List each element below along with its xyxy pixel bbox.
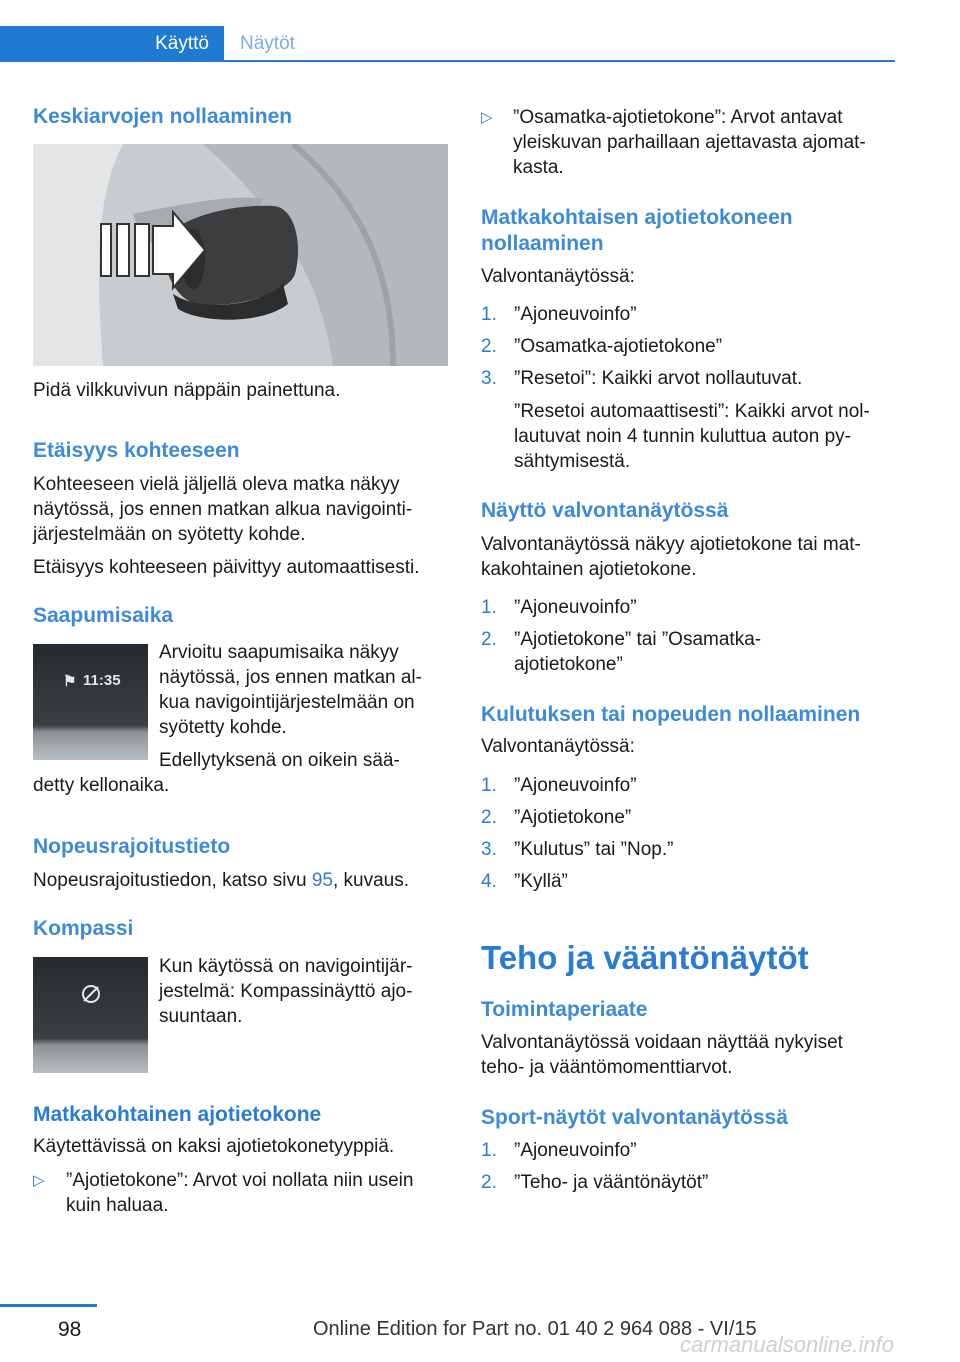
heading-compass: Kompassi	[33, 917, 134, 940]
text-reset-instruction: Pidä vilkkuvivun näppäin painettuna.	[33, 380, 341, 401]
heading-distance: Etäisyys kohteeseen	[33, 439, 240, 462]
text-bullet-2a: ”Osamatka-ajotietokone”: Arvot antavat	[513, 107, 843, 128]
heading-power-torque: Teho ja vääntönäytöt	[481, 939, 809, 976]
speed-limit-text-pre: Nopeusrajoitustiedon, katso sivu	[33, 870, 312, 891]
watermark-text: carmanualsonline.info	[680, 1332, 895, 1357]
edition-text: Online Edition for Part no. 01 40 2 964 088 - VI/15	[313, 1318, 757, 1340]
text-distance-1a: Kohteeseen vielä jäljellä oleva matka näkyy	[33, 474, 400, 495]
page-link-95[interactable]: 95	[311, 870, 333, 891]
list-item-continued: ajotietokone”	[514, 654, 623, 675]
text-distance-1b: näytössä, jos ennen matkan alkua navigointi‐	[33, 499, 413, 520]
heading-display-monitor: Näyttö valvontanäytössä	[481, 499, 729, 522]
list-number: 2.	[481, 1172, 497, 1193]
heading-principle: Toimintaperiaate	[481, 998, 648, 1021]
text-reset-auto-a: ”Resetoi automaattisesti”: Kaikki arvot nol‐	[514, 401, 870, 422]
tab-kaytto[interactable]: Käyttö	[0, 26, 224, 62]
text-arrival-1b: näytössä, jos ennen matkan al‐	[159, 667, 422, 688]
heading-arrival: Saapumisaika	[33, 604, 174, 627]
heading-sport-displays: Sport-näytöt valvontanäytössä	[481, 1106, 788, 1129]
page-number: 98	[58, 1318, 82, 1341]
text-bullet-1b: kuin haluaa.	[66, 1195, 169, 1216]
text-display-a: Valvontanäytössä näkyy ajotietokone tai mat‐	[481, 534, 861, 555]
speed-limit-text-post: , kuvaus.	[332, 870, 410, 891]
text-arrival-1c: kua navigointijärjestelmään on	[159, 692, 415, 713]
header-tabbar	[0, 26, 895, 62]
numbered-list-sport	[481, 1138, 896, 1198]
heading-reset-trip-a: Matkakohtaisen ajotietokoneen	[481, 206, 793, 229]
heading-reset-trip-b: nollaaminen	[481, 232, 604, 255]
list-item: ”Ajoneuvoinfo”	[514, 304, 637, 325]
bullet-triangle-icon: ▷	[33, 1172, 45, 1189]
list-item: ”Ajoneuvoinfo”	[514, 1140, 637, 1161]
list-item: ”Kulutus” tai ”Nop.”	[514, 839, 674, 860]
text-speed-limit	[33, 868, 409, 893]
compass-screen-image	[33, 957, 148, 1073]
heading-speed-limit: Nopeusrajoitustieto	[33, 835, 231, 858]
text-reset-auto-c: sähtymisestä.	[514, 451, 631, 472]
text-arrival-1d: syötetty kohde.	[159, 717, 287, 738]
compass-icon	[80, 983, 102, 1005]
text-compass-c: suuntaan.	[159, 1006, 243, 1027]
list-item: ”Ajoneuvoinfo”	[514, 597, 637, 618]
numbered-list-reset-trip	[481, 302, 896, 389]
bullet-triangle-icon: ▷	[481, 109, 493, 126]
list-number: 2.	[481, 807, 497, 828]
text-arrival-2b: detty kellonaika.	[33, 775, 170, 796]
list-number: 4.	[481, 871, 497, 892]
arrival-time-screen-image	[33, 644, 148, 760]
text-monitor-2: Valvontanäytössä:	[481, 736, 635, 757]
tab-naytot[interactable]: Näytöt	[240, 33, 295, 54]
list-item: ”Ajoneuvoinfo”	[514, 775, 637, 796]
text-display-b: kakohtainen ajotietokone.	[481, 559, 697, 580]
list-number: 1.	[481, 597, 497, 618]
text-arrival-1a: Arvioitu saapumisaika näkyy	[159, 642, 399, 663]
text-principle-b: teho- ja vääntömomenttiarvot.	[481, 1057, 733, 1078]
text-bullet-1a: ”Ajotietokone”: Arvot voi nollata niin usein	[66, 1170, 414, 1191]
list-item: ”Teho- ja vääntönäytöt”	[514, 1172, 709, 1193]
text-compass-a: Kun käytössä on navigointijär‐	[159, 956, 413, 977]
text-monitor-1: Valvontanäytössä:	[481, 266, 635, 287]
list-number: 3.	[481, 839, 497, 860]
text-distance-1c: järjestelmään on syötetty kohde.	[33, 524, 306, 545]
heading-reset-averages: Keskiarvojen nollaaminen	[33, 105, 293, 128]
text-trip-types: Käytettävissä on kaksi ajotietokonetyyppiä.	[33, 1136, 395, 1157]
list-number: 3.	[481, 368, 497, 389]
list-item: ”Ajotietokone”	[514, 807, 632, 828]
list-number: 1.	[481, 1140, 497, 1161]
list-item: ”Ajotietokone” tai ”Osamatka-	[514, 629, 762, 650]
text-bullet-2c: kasta.	[513, 157, 564, 178]
footer-rule	[0, 1304, 97, 1307]
text-compass-b: jestelmä: Kompassinäyttö ajo‐	[159, 981, 413, 1002]
flag-icon: ⚑	[63, 673, 77, 690]
list-item: ”Osamatka-ajotietokone”	[514, 336, 723, 357]
text-distance-2: Etäisyys kohteeseen päivittyy automaattisesti.	[33, 557, 420, 578]
list-number: 2.	[481, 336, 497, 357]
heading-consumption-reset: Kulutuksen tai nopeuden nollaaminen	[481, 703, 861, 726]
heading-trip-computer: Matkakohtainen ajotietokone	[33, 1103, 322, 1126]
list-number: 2.	[481, 629, 497, 650]
numbered-list-consumption	[481, 773, 896, 893]
text-reset-auto-b: lautuvat noin 4 tunnin kuluttua auton py‐	[514, 426, 851, 447]
list-item: ”Kyllä”	[514, 871, 568, 892]
text-principle-a: Valvontanäytössä voidaan näyttää nykyiset	[481, 1032, 843, 1053]
text-arrival-2a: Edellytyksenä on oikein sää‐	[159, 750, 400, 771]
turn-signal-lever-image	[33, 144, 448, 366]
list-number: 1.	[481, 775, 497, 796]
text-bullet-2b: yleiskuvan parhaillaan ajettavasta ajomat‐	[513, 132, 866, 153]
list-item: ”Resetoi”: Kaikki arvot nollautuvat.	[514, 368, 803, 389]
arrival-screen-time: 11:35	[83, 672, 121, 689]
list-number: 1.	[481, 304, 497, 325]
